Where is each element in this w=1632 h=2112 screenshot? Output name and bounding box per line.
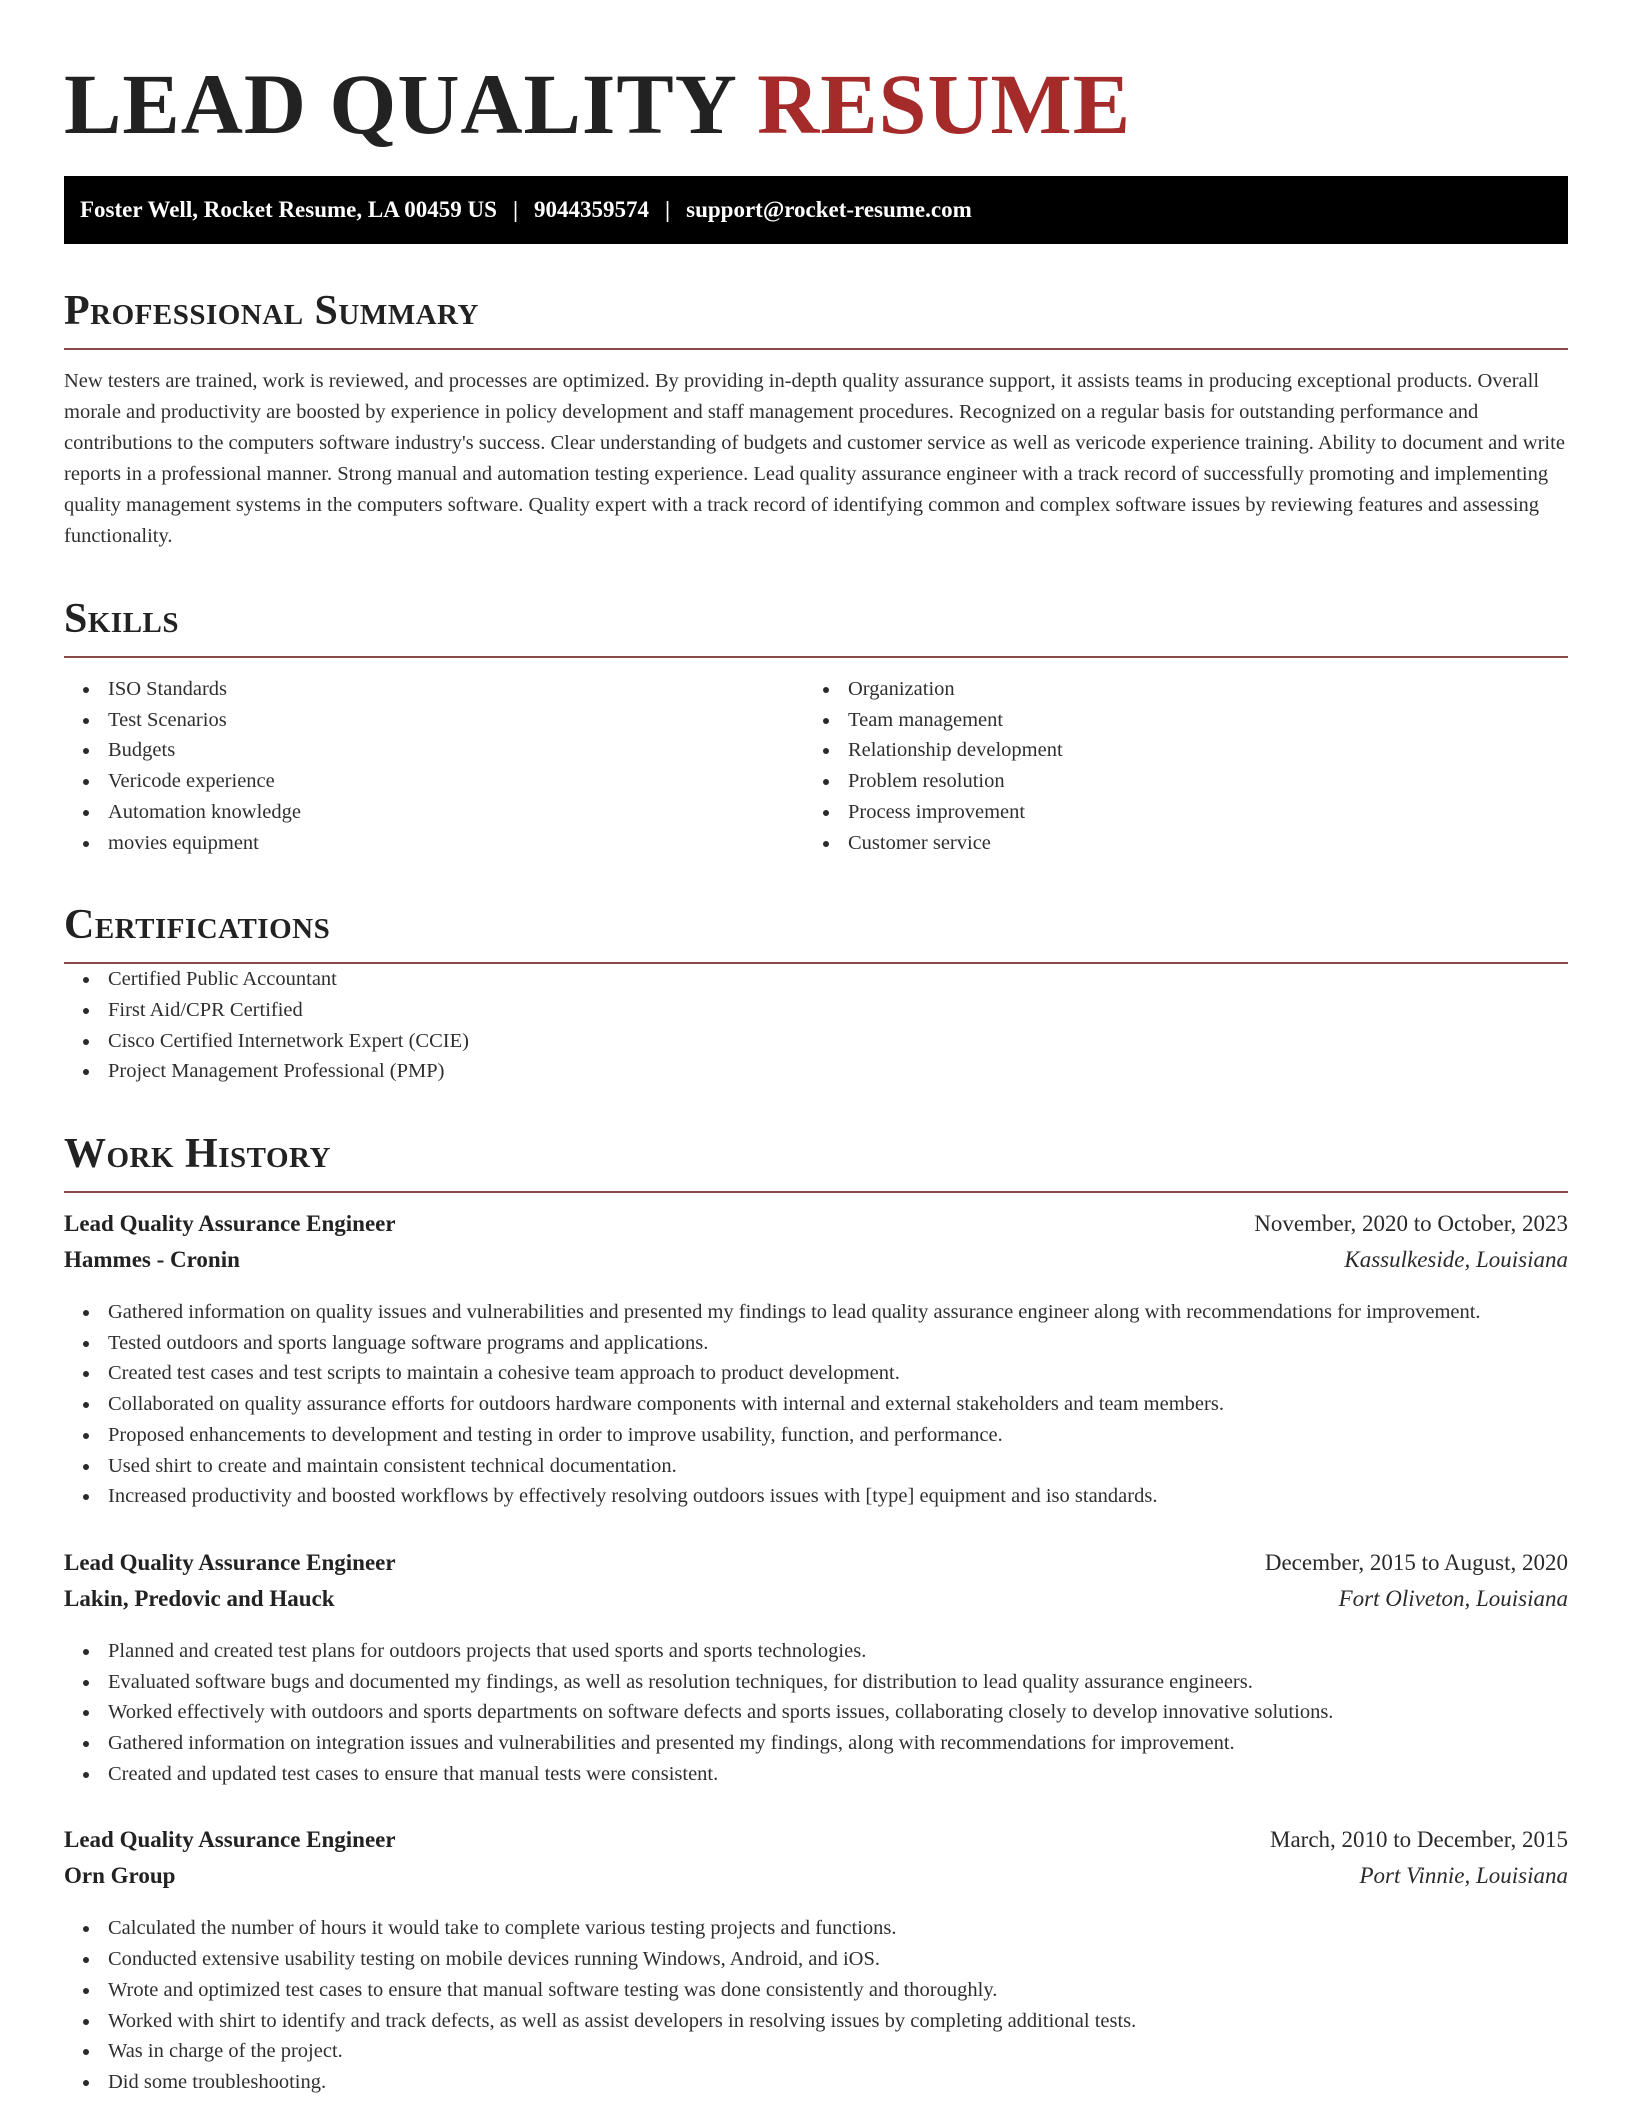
job-duty-item: Calculated the number of hours it would take to complete various testing projects and functions. bbox=[108, 1913, 1568, 1944]
skill-item: Customer service bbox=[848, 828, 1568, 859]
contact-phone: 9044359574 bbox=[534, 197, 650, 222]
job-company: Lakin, Predovic and Hauck bbox=[64, 1585, 335, 1611]
skill-item: Budgets bbox=[108, 735, 804, 766]
contact-bar bbox=[64, 176, 1568, 244]
skills-heading: Skills bbox=[64, 596, 180, 642]
job-entry bbox=[64, 1211, 1568, 1512]
contact-separator: | bbox=[512, 197, 519, 222]
job-header-row bbox=[64, 1550, 1568, 1586]
job-duty-item: Gathered information on quality issues and vulnerabilities and presented my findings to lead quality assurance engineer along with recommendations for improvement. bbox=[108, 1297, 1568, 1328]
skill-item: Test Scenarios bbox=[108, 705, 804, 736]
summary-heading: Professional Summary bbox=[64, 288, 479, 334]
job-duties-list bbox=[64, 1636, 1568, 1790]
skills-section bbox=[64, 596, 1568, 858]
job-duty-item: Proposed enhancements to development and testing in order to improve usability, function, and performance. bbox=[108, 1420, 1568, 1451]
job-location: Port Vinnie, Louisiana bbox=[1359, 1863, 1568, 1889]
skill-item: Automation knowledge bbox=[108, 797, 804, 828]
job-duty-item: Used shirt to create and maintain consistent technical documentation. bbox=[108, 1451, 1568, 1482]
job-location: Kassulkeside, Louisiana bbox=[1344, 1247, 1568, 1273]
job-duty-item: Created and updated test cases to ensure that manual tests were consistent. bbox=[108, 1759, 1568, 1790]
contact-separator: | bbox=[665, 197, 671, 222]
skill-item: Organization bbox=[848, 674, 1568, 705]
certification-item: First Aid/CPR Certified bbox=[108, 995, 1568, 1026]
skill-item: Problem resolution bbox=[848, 766, 1568, 797]
job-title: Lead Quality Assurance Engineer bbox=[64, 1211, 396, 1237]
job-duty-item: Worked effectively with outdoors and sports departments on software defects and sports issues, collaborating closely to develop innovative solutions. bbox=[108, 1697, 1568, 1728]
summary-section bbox=[64, 288, 1568, 552]
job-entry bbox=[64, 1550, 1568, 1790]
job-title: Lead Quality Assurance Engineer bbox=[64, 1549, 396, 1575]
certifications-list bbox=[64, 964, 1568, 1087]
section-divider bbox=[64, 1191, 1568, 1193]
resume-title bbox=[64, 56, 1568, 152]
job-duty-item: Created test cases and test scripts to maintain a cohesive team approach to product development. bbox=[108, 1358, 1568, 1389]
job-duties-list bbox=[64, 1297, 1568, 1512]
job-duty-item: Planned and created test plans for outdoors projects that used sports and sports technologies. bbox=[108, 1636, 1568, 1667]
skill-item: Relationship development bbox=[848, 735, 1568, 766]
job-dates: December, 2015 to August, 2020 bbox=[1264, 1549, 1568, 1575]
job-duty-item: Conducted extensive usability testing on mobile devices running Windows, Android, and iOS. bbox=[108, 1944, 1568, 1975]
skills-list-left bbox=[64, 674, 804, 858]
job-duty-item: Collaborated on quality assurance efforts for outdoors hardware components with internal and external stakeholders and team members. bbox=[108, 1389, 1568, 1420]
job-duty-item: Was in charge of the project. bbox=[108, 2036, 1568, 2067]
job-duty-item: Wrote and optimized test cases to ensure that manual software testing was done consistently and thoroughly. bbox=[108, 1975, 1568, 2006]
job-header-row bbox=[64, 1211, 1568, 1247]
work-history-section bbox=[64, 1131, 1568, 2098]
job-dates: March, 2010 to December, 2015 bbox=[1270, 1827, 1568, 1853]
job-location: Fort Oliveton, Louisiana bbox=[1338, 1585, 1568, 1611]
job-entry bbox=[64, 1827, 1568, 2097]
title-accent: RESUME bbox=[757, 56, 1132, 152]
skills-list-right bbox=[804, 674, 1568, 858]
skills-grid bbox=[64, 674, 1568, 858]
certifications-section bbox=[64, 902, 1568, 1087]
job-title: Lead Quality Assurance Engineer bbox=[64, 1827, 396, 1853]
job-duties-list bbox=[64, 1913, 1568, 2097]
job-header-row bbox=[64, 1827, 1568, 1863]
job-duty-item: Evaluated software bugs and documented my findings, as well as resolution techniques, for distribution to lead quality assurance engineers. bbox=[108, 1667, 1568, 1698]
section-divider bbox=[64, 348, 1568, 350]
job-dates: November, 2020 to October, 2023 bbox=[1254, 1211, 1568, 1237]
section-divider bbox=[64, 656, 1568, 658]
job-duty-item: Tested outdoors and sports language software programs and applications. bbox=[108, 1328, 1568, 1359]
title-main: LEAD QUALITY bbox=[64, 56, 735, 152]
skill-item: Vericode experience bbox=[108, 766, 804, 797]
certification-item: Certified Public Accountant bbox=[108, 964, 1568, 995]
job-duty-item: Did some troubleshooting. bbox=[108, 2067, 1568, 2098]
skill-item: movies equipment bbox=[108, 828, 804, 859]
job-duty-item: Increased productivity and boosted workflows by effectively resolving outdoors issues with [type] equipment and iso standards. bbox=[108, 1481, 1568, 1512]
summary-text: New testers are trained, work is reviewed, and processes are optimized. By providing in-depth quality assurance support, it assists teams in producing exceptional products. Overall morale and productivity are boosted by experience in policy development and staff management procedures. Recognized on a regular basis for outstanding performance and contributions to the computers software industry's success. Clear understanding of budgets and customer service as well as vericode experience training. Ability to document and write reports in a professional manner. Strong manual and automation testing experience. Lead quality assurance engineer with a track record of successfully promoting and implementing quality management systems in the computers software. Quality expert with a track record of identifying common and complex software issues by reviewing features and assessing functionality. bbox=[64, 370, 1565, 547]
certification-item: Project Management Professional (PMP) bbox=[108, 1056, 1568, 1087]
skill-item: Process improvement bbox=[848, 797, 1568, 828]
contact-email: support@rocket-resume.com bbox=[686, 197, 972, 222]
skill-item: Team management bbox=[848, 705, 1568, 736]
job-company: Orn Group bbox=[64, 1863, 176, 1889]
job-company-row bbox=[64, 1863, 1568, 1899]
job-duty-item: Gathered information on integration issues and vulnerabilities and presented my findings, along with recommendations for improvement. bbox=[108, 1728, 1568, 1759]
skill-item: ISO Standards bbox=[108, 674, 804, 705]
job-company: Hammes - Cronin bbox=[64, 1247, 240, 1273]
work-history-heading: Work History bbox=[64, 1131, 331, 1178]
contact-address: Foster Well, Rocket Resume, LA 00459 US bbox=[80, 197, 497, 222]
certifications-heading: Certifications bbox=[64, 902, 331, 949]
job-company-row bbox=[64, 1247, 1568, 1283]
certification-item: Cisco Certified Internetwork Expert (CCIE) bbox=[108, 1026, 1568, 1057]
job-company-row bbox=[64, 1586, 1568, 1622]
job-duty-item: Worked with shirt to identify and track defects, as well as assist developers in resolving issues by completing additional tests. bbox=[108, 2006, 1568, 2037]
